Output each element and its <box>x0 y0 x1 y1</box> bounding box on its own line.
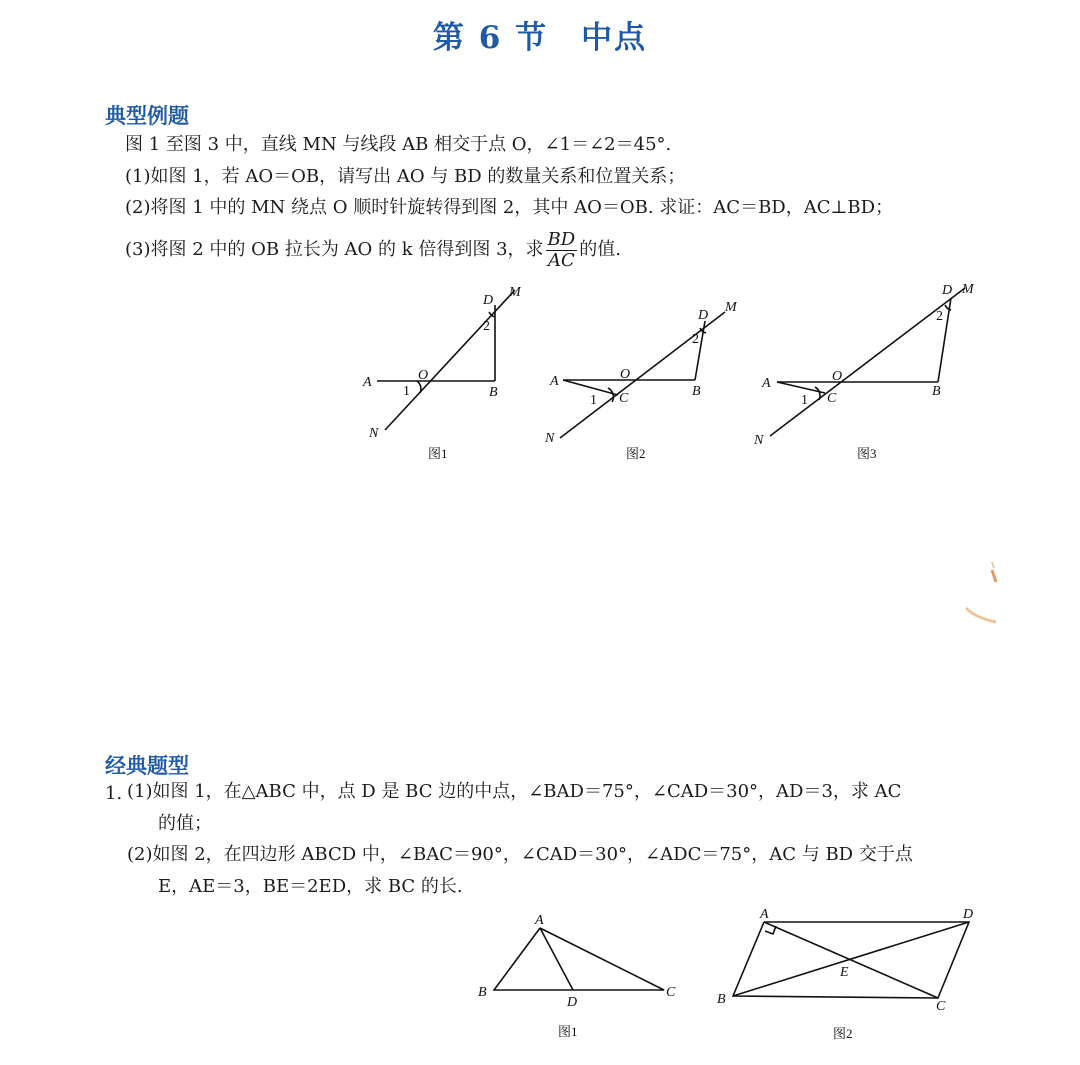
page-title: 第 6 节 中点 <box>432 20 648 56</box>
question-2: (2)将图 1 中的 MN 绕点 O 顺时针旋转得到图 2，其中 AO＝OB. 求证：AC＝BD，AC⊥BD； <box>125 197 894 218</box>
fraction-bd-ac <box>546 230 578 271</box>
angle-1-arc <box>815 387 820 400</box>
label-n: N <box>545 431 555 446</box>
label-d: D <box>483 293 494 308</box>
figure-1 <box>355 280 540 470</box>
label-d: D <box>942 283 953 298</box>
label-n: N <box>754 433 764 448</box>
label-a: A <box>762 376 771 391</box>
label-m: M <box>509 285 521 300</box>
segment-bd <box>695 321 705 380</box>
label-c: C <box>827 391 837 406</box>
segment-ac <box>777 382 825 393</box>
section-heading-classic: 经典题型 <box>105 754 189 778</box>
figure-2 <box>540 290 750 465</box>
label-angle-2: 2 <box>936 309 943 324</box>
label-angle-1: 1 <box>801 393 808 408</box>
quadrilateral-figure-2 <box>705 900 990 1048</box>
question-3-text: (3)将图 2 中的 OB 拉长为 AO 的 k 倍得到图 3，求 <box>125 239 544 260</box>
problem-1-part-2-line-1: (2)如图 2，在四边形 ABCD 中，∠BAC＝90°，∠CAD＝30°，∠ADC＝75°，AC 与 BD 交于点 <box>127 844 913 865</box>
label-c: C <box>619 391 629 406</box>
label-angle-1: 1 <box>590 393 597 408</box>
label-c: C <box>666 985 676 1000</box>
problem-1-part-1-line-1: (1)如图 1，在△ABC 中，点 D 是 BC 边的中点，∠BAD＝75°，∠CAD＝30°，AD＝3，求 AC <box>127 781 902 802</box>
triangle-figure-1-caption: 图1 <box>558 1024 578 1039</box>
label-m: M <box>725 300 737 315</box>
label-d: D <box>963 907 974 922</box>
segment-ad <box>540 928 573 990</box>
question-3 <box>125 228 621 272</box>
label-b: B <box>478 985 487 1000</box>
label-b: B <box>717 992 726 1007</box>
label-d: D <box>698 308 709 323</box>
line-mn <box>560 312 725 438</box>
quadrilateral-figure-2-caption: 图2 <box>833 1026 853 1041</box>
problem-1-part-1-line-2: 的值； <box>158 813 212 834</box>
label-o: O <box>620 367 631 382</box>
triangle-figure-1 <box>470 905 685 1045</box>
diagonal-ac <box>764 922 938 998</box>
fraction-numerator: BD <box>547 228 576 250</box>
problem-number: 1. <box>105 783 123 804</box>
label-b: B <box>692 384 701 399</box>
label-a: A <box>550 374 559 389</box>
label-n: N <box>369 426 379 441</box>
figure-3 <box>750 278 985 468</box>
label-angle-1: 1 <box>403 384 410 399</box>
figure-3-caption: 图3 <box>857 446 877 461</box>
question-3-tail: 的值. <box>579 239 621 260</box>
label-o: O <box>418 368 429 383</box>
question-1: (1)如图 1，若 AO＝OB，请写出 AO 与 BD 的数量关系和位置关系； <box>125 166 686 187</box>
label-a: A <box>363 375 372 390</box>
label-o: O <box>832 369 843 384</box>
label-m: M <box>962 282 974 297</box>
figure-1-caption: 图1 <box>428 446 448 461</box>
intro-text: 图 1 至图 3 中，直线 MN 与线段 AB 相交于点 O，∠1＝∠2＝45°. <box>125 134 672 155</box>
label-c: C <box>936 999 946 1014</box>
label-e: E <box>840 965 849 980</box>
problem-1-part-2-line-2: E，AE＝3，BE＝2ED，求 BC 的长. <box>158 876 463 897</box>
triangle-abc <box>494 928 664 990</box>
label-angle-2: 2 <box>483 319 490 334</box>
label-angle-2: 2 <box>692 332 699 347</box>
label-d: D <box>567 995 578 1010</box>
figure-2-caption: 图2 <box>626 446 646 461</box>
page-stain <box>962 560 1000 630</box>
section-heading-examples: 典型例题 <box>105 104 189 128</box>
label-a: A <box>535 913 544 928</box>
label-b: B <box>932 384 941 399</box>
fraction-denominator: AC <box>547 249 575 271</box>
label-a: A <box>760 907 769 922</box>
label-b: B <box>489 385 498 400</box>
